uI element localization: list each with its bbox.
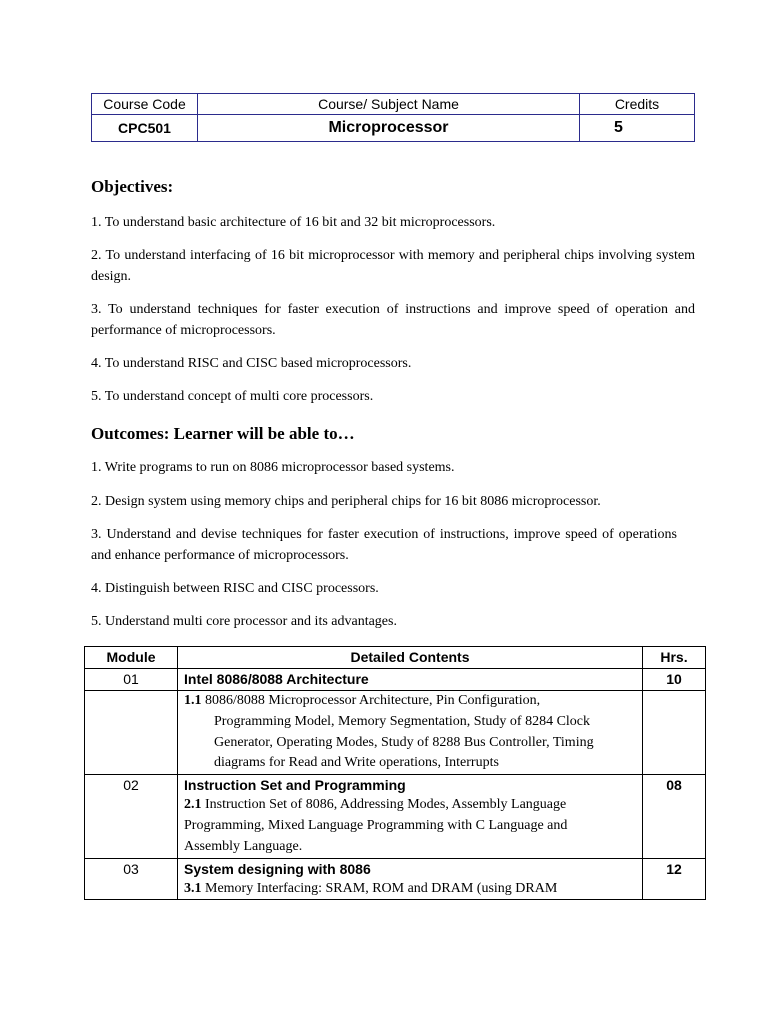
course-name-value: Microprocessor bbox=[198, 115, 580, 142]
credits-value: 5 bbox=[580, 115, 695, 142]
module-number: 01 bbox=[85, 669, 178, 691]
module-subtopic bbox=[184, 795, 642, 857]
module-hours: 12 bbox=[643, 858, 706, 900]
credits-header: Credits bbox=[580, 94, 695, 115]
subtopic-number: 2.1 bbox=[184, 797, 202, 813]
module-header: Module bbox=[85, 647, 178, 669]
module-number: 02 bbox=[85, 775, 178, 858]
subtopic-text: Instruction Set of 8086, Addressing Modes, Assembly Language Programming, Mixed Language Programming with C Language and Assembly Language. bbox=[184, 797, 568, 854]
module-title: Instruction Set and Programming bbox=[184, 777, 406, 794]
module-title: System designing with 8086 bbox=[184, 860, 371, 877]
table-row bbox=[85, 669, 706, 691]
outcome-item: 5. Understand multi core processor and its advantages. bbox=[91, 614, 397, 629]
module-table bbox=[84, 646, 706, 900]
course-name-header: Course/ Subject Name bbox=[198, 94, 580, 115]
subtopic-number: 3.1 bbox=[184, 880, 202, 896]
module-number: 03 bbox=[85, 858, 178, 900]
course-code-header: Course Code bbox=[92, 94, 198, 115]
subtopic-text: Memory Interfacing: SRAM, ROM and DRAM (using DRAM bbox=[205, 880, 558, 896]
course-info-table bbox=[91, 93, 695, 142]
module-title: Intel 8086/8088 Architecture bbox=[184, 671, 369, 687]
table-row bbox=[85, 775, 706, 858]
table-row bbox=[85, 691, 706, 775]
module-subtopic bbox=[184, 879, 642, 900]
objectives-heading: Objectives: bbox=[91, 177, 174, 196]
hrs-header: Hrs. bbox=[643, 647, 706, 669]
module-hours: 08 bbox=[643, 775, 706, 858]
objective-item: 1. To understand basic architecture of 16 bit and 32 bit microprocessors. bbox=[91, 215, 496, 230]
outcome-item: 1. Write programs to run on 8086 microprocessor based systems. bbox=[91, 460, 455, 475]
contents-header: Detailed Contents bbox=[178, 647, 643, 669]
objective-item: 4. To understand RISC and CISC based microprocessors. bbox=[91, 356, 412, 371]
objective-item: 3. To understand techniques for faster execution of instructions and improve speed of operation and performance of microprocessors. bbox=[91, 302, 695, 338]
module-hours: 10 bbox=[643, 669, 706, 691]
subtopic-text: 8086/8088 Microprocessor Architecture, Pin Configuration, Programming Model, Memory Segmentation, Study of 8284 Clock Generator, Operating Modes, Study of 8288 Bus Controller, Timing diagrams for Read and Write operations, Interrupts bbox=[205, 693, 594, 771]
table-row bbox=[85, 858, 706, 900]
objective-item: 2. To understand interfacing of 16 bit microprocessor with memory and peripheral chips involving system design. bbox=[91, 248, 695, 284]
outcome-item: 2. Design system using memory chips and peripheral chips for 16 bit 8086 microprocessor. bbox=[91, 494, 601, 509]
outcome-item: 3. Understand and devise techniques for faster execution of instructions, improve speed of operations and enhance performance of microprocessors. bbox=[91, 527, 677, 563]
outcome-item: 4. Distinguish between RISC and CISC processors. bbox=[91, 581, 379, 596]
outcomes-heading: Outcomes: Learner will be able to… bbox=[91, 424, 355, 443]
module-subtopic bbox=[184, 691, 642, 774]
course-code-value: CPC501 bbox=[92, 115, 198, 142]
module-table-header bbox=[85, 647, 706, 669]
subtopic-number: 1.1 bbox=[184, 693, 202, 708]
objective-item: 5. To understand concept of multi core processors. bbox=[91, 389, 374, 404]
